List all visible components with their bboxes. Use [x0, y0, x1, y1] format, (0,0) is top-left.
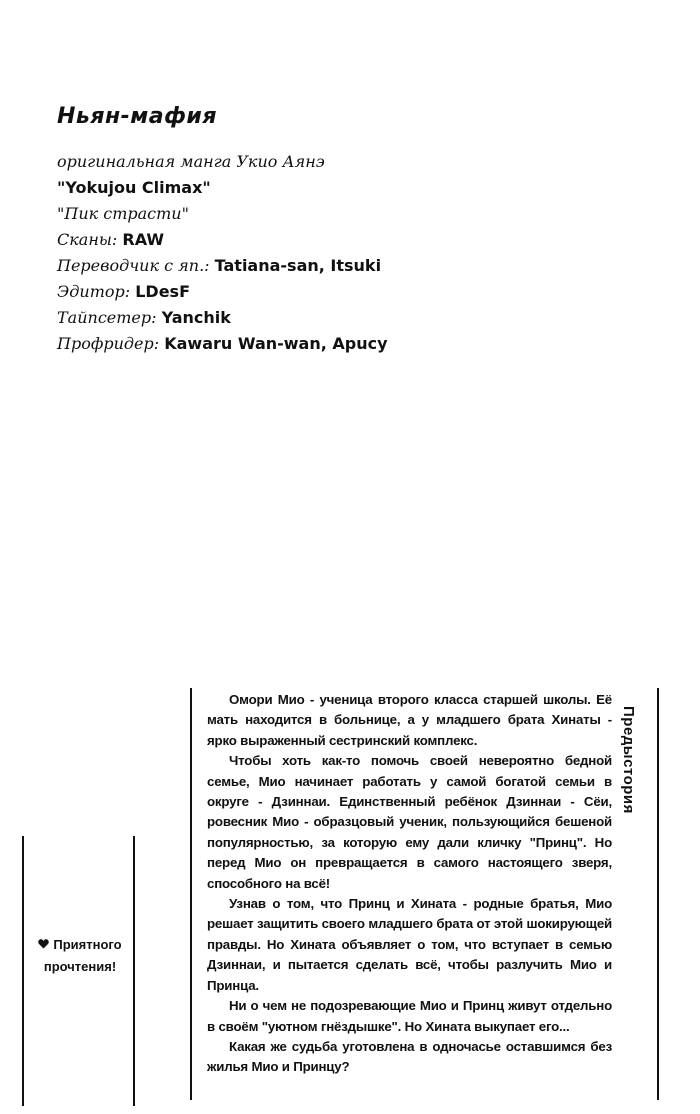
- credit-original-title: "Yokujou Climax": [57, 178, 211, 197]
- synopsis-divider-left: [190, 688, 192, 1100]
- synopsis-paragraph: Ни о чем не подозревающие Мио и Принц живут отдельно в своём "уютном гнёздышке". Но Хината выкупает его...: [207, 998, 612, 1034]
- credit-editor-label: Эдитор:: [57, 282, 131, 301]
- credit-translator-value: Tatiana-san, Itsuki: [214, 256, 382, 275]
- synopsis-heading: Предыстория: [620, 706, 637, 814]
- greeting-line-1: Приятного: [53, 937, 122, 952]
- credit-translated-title: "Пик страсти": [57, 204, 189, 223]
- left-divider-outer: [22, 836, 24, 1106]
- heart-icon: [38, 934, 49, 956]
- credit-editor: [57, 279, 617, 305]
- synopsis-paragraph: Чтобы хоть как-то помочь своей невероятно бедной семье, Мио начинает работать у самой богатой семьи в округе - Дзиннаи. Единственный ребёнок Дзиннаи - Сёи, ровесник Мио - образцовый ученик, пользующийся бешеной популярностью, за которую ему дали кличку "Принц". Но перед Мио он превращается в самого настоящего зверя, способного на всё!: [207, 753, 612, 891]
- synopsis-text: [207, 690, 612, 1078]
- credit-proofreader-label: Профридер:: [57, 334, 160, 353]
- greeting: [30, 934, 130, 978]
- manga-title: Ньян-мафия: [57, 104, 217, 129]
- synopsis-paragraph: Какая же судьба уготовлена в одночасье оставшимся без жилья Мио и Принцу?: [207, 1038, 612, 1075]
- synopsis-divider-right: [657, 688, 659, 1100]
- credit-scans: [57, 227, 617, 253]
- credit-typesetter-label: Тайпсетер:: [57, 308, 157, 327]
- synopsis-paragraph: Узнав о том, что Принц и Хината - родные братья, Мио решает защитить своего младшего брата от этой шокирующей правды. Но Хината объявляет о том, что вступает в семью Дзиннаи, и пытается сделать всё, чтобы разлучить Мио и Принца.: [207, 896, 612, 993]
- credit-proofreader: [57, 331, 617, 357]
- synopsis-paragraph: Омори Мио - ученица второго класса старшей школы. Её мать находится в больнице, а у младшего брата Хинаты - ярко выраженный сестринский комплекс.: [207, 692, 612, 748]
- greeting-line-2: прочтения!: [43, 959, 117, 974]
- credit-scans-value: RAW: [122, 230, 165, 249]
- credit-editor-value: LDesF: [135, 282, 190, 301]
- credit-scans-label: Сканы:: [57, 230, 118, 249]
- credit-typesetter: [57, 305, 617, 331]
- credit-translator: [57, 253, 617, 279]
- credit-proofreader-value: Kawaru Wan-wan, Apucy: [164, 334, 388, 353]
- left-divider-inner: [133, 836, 135, 1106]
- credit-translator-label: Переводчик с яп.:: [57, 256, 210, 275]
- credit-original: оригинальная манга Укио Аянэ: [57, 152, 325, 171]
- credits-block: [57, 104, 617, 357]
- credit-typesetter-value: Yanchik: [161, 308, 231, 327]
